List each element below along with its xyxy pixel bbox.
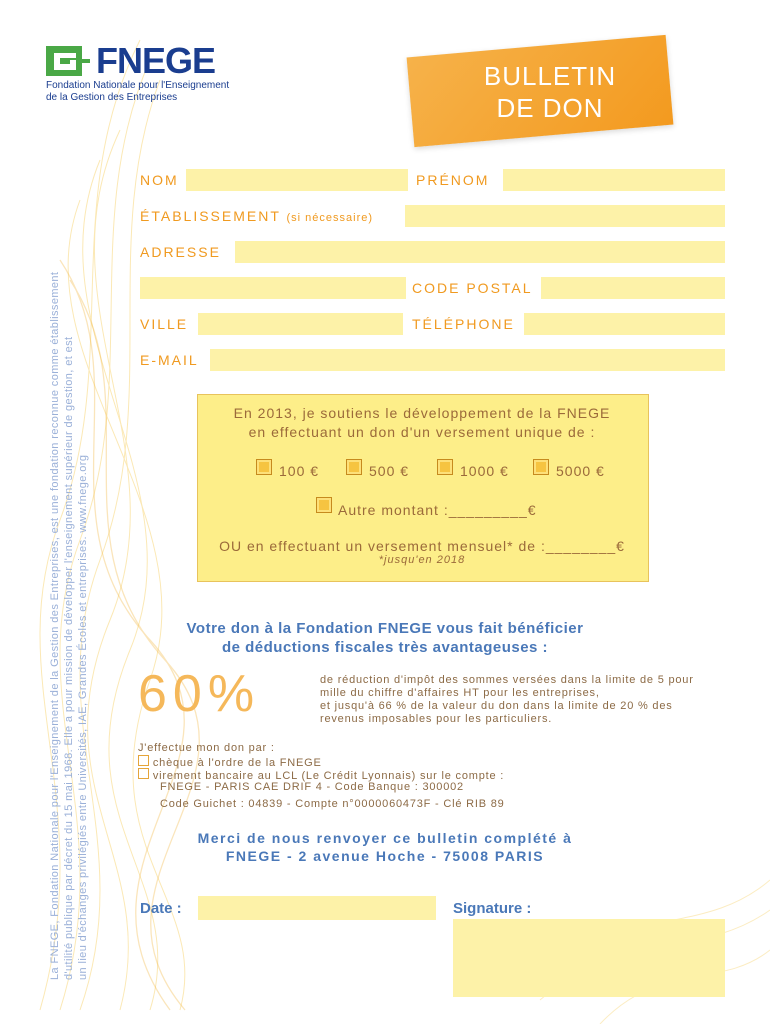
fiscal-headline1: Votre don à la Fondation FNEGE vous fait bénéficier	[186, 620, 584, 637]
logo-subtitle-line1: Fondation Nationale pour l'Enseignement	[46, 80, 230, 91]
amount-5000-checkbox[interactable]	[533, 459, 549, 475]
fiscal-description	[320, 674, 725, 726]
title-line1: BULLETIN	[483, 61, 617, 91]
adresse-label: ADRESSE	[140, 244, 221, 260]
cheque-label: chèque à l'ordre de la FNEGE	[152, 757, 322, 769]
offer-line2: en effectuant un don d'un versement unique de :	[248, 424, 596, 440]
date-field[interactable]	[198, 896, 436, 920]
fiscal-desc4: revenus imposables pour les particuliers.	[320, 713, 553, 725]
fiscal-desc3: et jusqu'à 66 % de la valeur du don dans la limite de 20 % des	[320, 700, 673, 712]
monthly-line[interactable]: OU en effectuant un versement mensuel* de :________€	[219, 538, 625, 554]
logo-subtitle	[46, 80, 266, 104]
amount-100-checkbox[interactable]	[256, 459, 272, 475]
payment-intro: J'effectue mon don par :	[138, 742, 275, 754]
closing-line2: FNEGE - 2 avenue Hoche - 75008 PARIS	[225, 848, 545, 864]
signature-label: Signature :	[453, 900, 532, 917]
ville-label: VILLE	[140, 316, 189, 332]
other-amount-label[interactable]: Autre montant :_________€	[338, 502, 537, 518]
email-field[interactable]	[210, 349, 725, 371]
etablissement-note: (si nécessaire)	[286, 212, 374, 224]
telephone-field[interactable]	[524, 313, 725, 335]
amount-1000-checkbox[interactable]	[437, 459, 453, 475]
cheque-checkbox[interactable]	[138, 755, 149, 766]
etablissement-field[interactable]	[405, 205, 725, 227]
etablissement-label	[140, 208, 373, 224]
side-text-line3: un lieu d'échanges privilégiés entre Universités, IAE, Grandes Écoles et entreprises. www.fnege.org	[77, 454, 89, 980]
virement-label: virement bancaire au LCL (Le Crédit Lyonnais) sur le compte :	[152, 770, 505, 782]
other-amount-checkbox[interactable]	[316, 497, 332, 513]
amount-1000-label: 1000 €	[460, 463, 509, 479]
telephone-label: TÉLÉPHONE	[412, 316, 515, 332]
adresse-field-line2[interactable]	[140, 277, 406, 299]
signature-field[interactable]	[453, 919, 725, 997]
ville-field[interactable]	[198, 313, 403, 335]
adresse-field[interactable]	[235, 241, 725, 263]
closing-line1: Merci de nous renvoyer ce bulletin complété à	[197, 830, 573, 846]
amount-500-checkbox[interactable]	[346, 459, 362, 475]
logo-subtitle-line2: de la Gestion des Entreprises	[46, 92, 178, 103]
offer-line1: En 2013, je soutiens le développement de la FNEGE	[233, 405, 611, 421]
nom-label: NOM	[140, 172, 179, 188]
logo-text: FNEGE	[96, 40, 216, 81]
amount-5000-label: 5000 €	[556, 463, 605, 479]
title-line2: DE DON	[496, 93, 604, 123]
amount-100-label: 100 €	[279, 463, 320, 479]
bank-details-line2: Code Guichet : 04839 - Compte n°0000060473F - Clé RIB 89	[160, 798, 505, 810]
fiscal-headline2: de déductions fiscales très avantageuses :	[221, 639, 549, 656]
date-label: Date :	[140, 900, 182, 917]
nom-field[interactable]	[186, 169, 408, 191]
side-text-line1: La FNEGE, Fondation Nationale pour l'Enseignement de la Gestion des Entreprises, est une fondation reconnue comme établissement	[49, 271, 61, 980]
etablissement-label-text: ÉTABLISSEMENT	[140, 208, 281, 224]
virement-checkbox[interactable]	[138, 768, 149, 779]
fnege-logo-icon	[46, 46, 90, 76]
code-postal-field[interactable]	[541, 277, 725, 299]
prenom-label: PRÉNOM	[416, 172, 490, 188]
monthly-footnote: *jusqu'en 2018	[378, 554, 466, 566]
percent-figure: 60%	[138, 665, 261, 723]
code-postal-label: CODE POSTAL	[412, 280, 533, 296]
bank-details-line1: FNEGE - PARIS CAE DRIF 4 - Code Banque : 300002	[160, 781, 464, 793]
fiscal-desc2: mille du chiffre d'affaires HT pour les entreprises,	[320, 687, 600, 699]
prenom-field[interactable]	[503, 169, 725, 191]
email-label: E-MAIL	[140, 352, 199, 368]
amount-500-label: 500 €	[369, 463, 410, 479]
side-text-line2: d'utilité publique par décret du 15 mai 1968. Elle a pour mission de développer l'enseignement supérieur de gestion, et est	[63, 336, 75, 980]
title-badge-text	[440, 60, 660, 124]
fiscal-desc1: de réduction d'impôt des sommes versées dans la limite de 5 pour	[320, 674, 694, 686]
